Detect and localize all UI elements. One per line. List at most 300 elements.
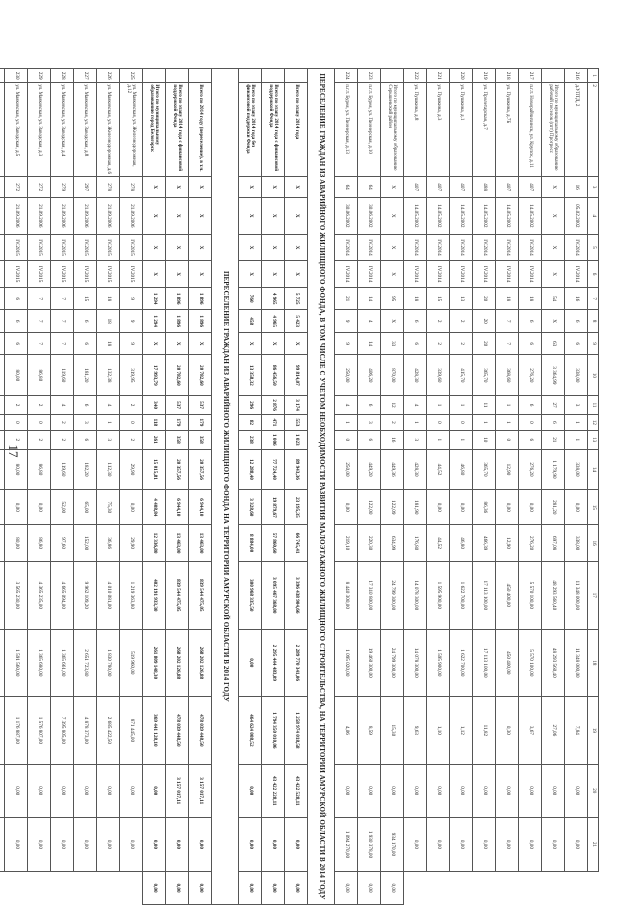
table-cell: 6 <box>519 396 542 414</box>
table-cell: 428,30 <box>404 355 427 396</box>
table-cell: 6 <box>565 310 588 333</box>
table-cell: 0,00 <box>28 490 51 525</box>
table-cell: 0,00 <box>5 490 28 525</box>
table-cell: IV.2015 <box>28 261 51 288</box>
table-cell: 2 289 770 341,06 <box>285 629 308 697</box>
table-cell: 65,00 <box>74 490 97 525</box>
table-cell: 0,00 <box>358 764 381 817</box>
table-cell: 7,84 <box>565 697 588 765</box>
table-cell: 6 <box>5 310 28 333</box>
table-cell: 179 <box>189 414 212 430</box>
table-cell: 21.09.2006 <box>74 197 97 234</box>
table-cell: 14.05.2002 <box>519 197 542 234</box>
table-cell: 2 295 444 483,09 <box>262 629 285 697</box>
table-cell: 86,80 <box>28 449 51 490</box>
table-cell: 1 <box>588 69 599 83</box>
table-cell: 0,00 <box>427 764 450 817</box>
table-cell: 1 595 900,00 <box>427 562 450 630</box>
table-cell: 17 113 100,00 <box>473 562 496 630</box>
table-cell: 0,00 <box>519 490 542 525</box>
table-cell: 0,00 <box>120 817 143 871</box>
row-name-cell: ул. Пушкина, д.3 <box>427 83 450 177</box>
table-cell: 24 799 300,00 <box>381 562 404 630</box>
table-cell: 1 <box>496 414 519 430</box>
table-cell: 0 <box>519 414 542 430</box>
table-cell: 0,00 <box>239 629 262 697</box>
table-cell: 2 876 <box>262 396 285 414</box>
table-cell: IV.2015 <box>28 234 51 261</box>
table-cell: 6 944,10 <box>189 490 212 525</box>
table-cell: 9 <box>335 310 358 333</box>
table-cell: 23 195,35 <box>285 490 308 525</box>
table-cell <box>542 69 565 83</box>
table-cell: 537 <box>189 396 212 414</box>
table-cell: 220,30 <box>358 525 381 562</box>
section-title: ПЕРЕСЕЛЕНИЕ ГРАЖДАН ИЗ АВАРИЙНОГО ЖИЛИЩНОГО ФОНДА, В ТОМ ЧИСЛЕ С УЧЕТОМ НЕОБХОДИМОСТИ РАЗВИТИЯ МАЛОЭТАЖНОГО ЖИЛИЩНОГО СТРОИТЕЛЬСТВА, НА ТЕРРИТОРИИ АМУРСКОЙ ОБЛАСТИ В 2014 ГОДУ <box>308 69 335 905</box>
table-cell: IV.2014 <box>519 261 542 288</box>
table-row <box>358 69 381 905</box>
table-cell: 2 <box>427 310 450 333</box>
row-name-cell: ул. Маяковская, ул. Заводская, д.8 <box>74 83 97 177</box>
table-cell: 54 <box>542 287 565 310</box>
table-cell: 0,00 <box>404 817 427 871</box>
table-cell: 19 879,67 <box>262 490 285 525</box>
table-cell <box>0 562 5 630</box>
table-cell: 0,00 <box>120 490 143 525</box>
table-cell: Х <box>143 197 166 234</box>
table-cell: 5 <box>588 234 599 261</box>
table-row <box>565 69 588 905</box>
table-cell: 2 <box>28 396 51 414</box>
table-cell: 5 725 <box>285 287 308 310</box>
row-name-cell: п.г.т. Новорайчихинск, ул. Крупск, д.11 <box>519 83 542 177</box>
table-cell: 365,70 <box>473 355 496 396</box>
table-cell: 4 <box>51 396 74 414</box>
table-cell: 1 <box>565 431 588 449</box>
table-cell: 278 <box>97 177 120 197</box>
row-name-cell: Всего по этапу 2014 года с финансовой поддержкой Фонда <box>262 83 285 177</box>
table-cell: 6 944,10 <box>166 490 189 525</box>
table-cell: 0 <box>120 414 143 430</box>
row-name-cell: ул. Пушкина, д.8 <box>404 83 427 177</box>
table-cell: 9 <box>120 287 143 310</box>
table-cell: 3 157 017,11 <box>189 764 212 817</box>
table-cell: 20 782,60 <box>166 355 189 396</box>
table-row <box>335 69 358 905</box>
table-cell: 0,00 <box>74 764 97 817</box>
table-cell: 97,60 <box>51 525 74 562</box>
table-cell: 16 <box>565 177 588 197</box>
table-cell: 0,00 <box>143 817 166 871</box>
table-cell: 10 <box>588 355 599 396</box>
table-cell: 1 595 900,00 <box>427 629 450 697</box>
table-cell: Х <box>189 234 212 261</box>
scanned-table-frame <box>13 68 599 905</box>
table-row <box>542 69 565 905</box>
table-row <box>496 69 519 905</box>
table-cell: 1 896 <box>166 310 189 333</box>
table-cell: 407 <box>404 177 427 197</box>
table-cell: 449,36 <box>381 449 404 490</box>
table-cell: 402 191 933,30 <box>143 562 166 630</box>
table-cell: 13 <box>588 431 599 449</box>
table-cell: 4 010 081,00 <box>97 562 120 630</box>
table-row <box>381 69 404 905</box>
table-cell: 1 006 <box>262 431 285 449</box>
table-cell: 0,00 <box>120 764 143 817</box>
table-cell: Х <box>381 234 404 261</box>
table-cell: 8,59 <box>358 697 381 765</box>
table-cell: 1 <box>496 396 519 414</box>
table-cell: 14 <box>358 287 381 310</box>
row-name-cell: Всего по этапу 2014 года без финансовой поддержки Фонда <box>239 83 262 177</box>
table-cell: 300 968 335,50 <box>239 562 262 630</box>
table-cell: 14 <box>588 449 599 490</box>
table-cell: 218 <box>496 69 519 83</box>
table-cell: 21.09.2006 <box>97 197 120 234</box>
table-cell: IV.2014 <box>404 261 427 288</box>
table-cell: 1,10 <box>427 697 450 765</box>
table-cell: 14.05.2002 <box>496 197 519 234</box>
table-cell: 4 <box>588 197 599 234</box>
table-cell: Х <box>239 261 262 288</box>
table-cell: 1 179,90 <box>542 449 565 490</box>
table-cell: 05.02.2002 <box>565 197 588 234</box>
table-cell: 0,00 <box>427 490 450 525</box>
table-cell: 122,09 <box>381 490 404 525</box>
table-cell <box>0 449 5 490</box>
table-cell <box>0 764 5 817</box>
table-cell: 6 <box>5 287 28 310</box>
table-cell: 4 665 094,00 <box>51 562 74 630</box>
table-cell: 369 441 128,10 <box>143 697 166 765</box>
table-cell: 2 651 723,80 <box>74 629 97 697</box>
table-cell: 18 <box>496 287 519 310</box>
table-cell: 760 <box>239 287 262 310</box>
table-cell: 1,12 <box>450 697 473 765</box>
table-cell: 86,80 <box>28 525 51 562</box>
table-cell: 1 <box>427 396 450 414</box>
table-cell: 18 <box>97 287 120 310</box>
table-cell: Х <box>542 234 565 261</box>
table-cell: Х <box>166 197 189 234</box>
table-cell: 1 294 <box>143 287 166 310</box>
table-cell: 0,00 <box>335 764 358 817</box>
table-cell: 0,00 <box>28 764 51 817</box>
section-title: ПЕРЕСЕЛЕНИЕ ГРАЖДАН ИЗ АВАРИЙНОГО ЖИЛИЩНОГО ФОНДА НА ТЕРРИТОРИИ АМУРСКОЙ ОБЛАСТИ В 2014 ГОДУ <box>212 69 239 905</box>
table-cell: 48 293 560,40 <box>542 629 565 697</box>
table-cell: 18 <box>97 332 120 355</box>
table-cell: Х <box>542 197 565 234</box>
table-cell: 0 <box>335 431 358 449</box>
table-cell: 450 400,00 <box>496 629 519 697</box>
table-cell: 226 <box>97 69 120 83</box>
table-cell: 1 <box>473 414 496 430</box>
table-cell <box>239 69 262 83</box>
table-cell <box>0 69 5 83</box>
table-cell: 1 591 560,00 <box>5 629 28 697</box>
row-name-cell: Всего по этапу 2014 года с финансовой поддержкой Фонда <box>166 83 189 177</box>
table-cell: 20 <box>473 332 496 355</box>
table-cell: IV.2014 <box>358 234 381 261</box>
table-cell: 0,00 <box>166 872 189 905</box>
table-cell: 14.05.2002 <box>473 197 496 234</box>
table-cell: 3 095 467 368,00 <box>262 562 285 630</box>
table-cell: 112,30 <box>97 449 120 490</box>
table-cell: 1 <box>565 414 588 430</box>
table-cell: IV.2014 <box>450 261 473 288</box>
table-cell: 12 <box>381 396 404 414</box>
table-cell: 64 <box>335 177 358 197</box>
table-cell: 250,00 <box>335 355 358 396</box>
table-cell: IV.2015 <box>120 261 143 288</box>
table-cell: 4 878 373,00 <box>74 697 97 765</box>
table-cell: 0,00 <box>427 817 450 871</box>
table-cell: IV.2014 <box>519 234 542 261</box>
table-cell: 80,00 <box>5 525 28 562</box>
table-cell: 0,00 <box>450 490 473 525</box>
table-row <box>473 69 496 905</box>
table-cell <box>0 396 5 414</box>
table-cell: 1 896 <box>189 310 212 333</box>
table-cell <box>0 355 5 396</box>
table-cell: 634,99 <box>381 525 404 562</box>
table-cell: 0,00 <box>496 764 519 817</box>
table-cell: 338,00 <box>565 525 588 562</box>
table-cell: 13 463,00 <box>166 525 189 562</box>
table-cell: 21 <box>335 287 358 310</box>
table-cell: 227 <box>74 69 97 83</box>
table-cell: 30.06.2002 <box>358 197 381 234</box>
table-cell: 33 <box>381 332 404 355</box>
page-number: 17 <box>6 444 21 458</box>
table-cell: 29,90 <box>120 449 143 490</box>
totals-row <box>143 69 166 905</box>
table-cell <box>285 69 308 83</box>
table-cell: 4 <box>335 396 358 414</box>
table-cell: 12 288,40 <box>239 449 262 490</box>
table-cell: 44,52 <box>427 525 450 562</box>
table-cell: IV.2014 <box>335 234 358 261</box>
table-cell: 224 <box>335 69 358 83</box>
table-cell: 179 <box>166 414 189 430</box>
table-cell: 7 <box>496 332 519 355</box>
row-name-cell: ул. Маяковская, ул. Заводская, д.5 <box>5 83 28 177</box>
table-cell: 80,00 <box>5 449 28 490</box>
table-cell: 3 364,99 <box>542 355 565 396</box>
table-cell: 0,00 <box>97 817 120 871</box>
table-cell: 276,20 <box>519 355 542 396</box>
table-cell: 0,00 <box>565 764 588 817</box>
table-cell: 0,00 <box>285 872 308 905</box>
table-cell: IV.2014 <box>473 234 496 261</box>
table-cell: Х <box>239 177 262 197</box>
table-cell: 13 <box>450 287 473 310</box>
table-row <box>404 69 427 905</box>
table-cell: 4 965 <box>262 310 285 333</box>
row-name-cell: ул. Маяковская, ул. Заводская, д.3 <box>28 83 51 177</box>
table-cell: 368,60 <box>496 355 519 396</box>
table-cell: 11,82 <box>473 697 496 765</box>
table-cell: 119,60 <box>51 355 74 396</box>
table-cell: 18 <box>97 310 120 333</box>
table-cell: 219,10 <box>335 525 358 562</box>
table-cell: Х <box>143 332 166 355</box>
table-cell: 17 113 100,00 <box>473 629 496 697</box>
table-cell: 6 <box>519 332 542 355</box>
table-cell <box>0 629 5 697</box>
table-cell: 27 <box>542 396 565 414</box>
table-row <box>28 69 51 905</box>
table-row <box>427 69 450 905</box>
table-cell: IV.2014 <box>358 261 381 288</box>
table-cell: 21.09.2006 <box>51 197 74 234</box>
table-cell: 17 310 800,00 <box>358 562 381 630</box>
table-cell: 0 <box>427 414 450 430</box>
table-cell: 80,00 <box>5 355 28 396</box>
table-cell: 238 <box>239 431 262 449</box>
table-cell: 2 <box>450 332 473 355</box>
table-cell: 338,00 <box>565 355 588 396</box>
table-cell: 16 <box>588 525 599 562</box>
table-cell: 222 <box>404 69 427 83</box>
table-cell: 220 <box>450 69 473 83</box>
table-cell: 24 799 300,00 <box>381 629 404 697</box>
table-cell: 57 860,60 <box>262 525 285 562</box>
table-cell: 279 <box>51 177 74 197</box>
table-cell: 415,70 <box>450 355 473 396</box>
table-cell: 6 <box>404 310 427 333</box>
table-cell: 2 <box>5 431 28 449</box>
table-cell: 86 456,50 <box>262 355 285 396</box>
table-cell: 3 <box>588 177 599 197</box>
table-cell: 6 <box>565 332 588 355</box>
table-cell <box>0 414 5 430</box>
table-cell: IV.2014 <box>565 234 588 261</box>
table-cell: 6 <box>519 310 542 333</box>
table-cell: Х <box>239 197 262 234</box>
table-cell: 181,20 <box>74 355 97 396</box>
table-cell: IV.2015 <box>120 234 143 261</box>
table-cell: 118 <box>143 414 166 430</box>
table-cell: 407 <box>496 177 519 197</box>
table-cell: 466,39 <box>473 525 496 562</box>
table-cell: 2 <box>120 431 143 449</box>
table-cell: Х <box>143 261 166 288</box>
table-cell: 7 <box>588 287 599 310</box>
table-cell: 0,00 <box>450 817 473 871</box>
row-name-cell: 2 <box>588 83 599 177</box>
table-cell: 0,00 <box>450 764 473 817</box>
table-cell <box>0 261 5 288</box>
table-cell: Х <box>262 261 285 288</box>
table-cell: 11 <box>473 396 496 414</box>
row-name-cell: Итого по муниципальному образованию город Белогорск <box>143 83 166 177</box>
table-cell: 9 962 109,20 <box>74 562 97 630</box>
table-cell: 4,06 <box>335 697 358 765</box>
table-cell: Х <box>166 261 189 288</box>
table-cell: 219 <box>473 69 496 83</box>
table-cell: 14 078 300,00 <box>404 629 427 697</box>
table-cell: 3 157 017,11 <box>166 764 189 817</box>
table-row <box>450 69 473 905</box>
table-cell: 1 294 <box>143 310 166 333</box>
table-cell: 6 <box>358 431 381 449</box>
table-row <box>120 69 143 905</box>
table-cell: 449,20 <box>358 449 381 490</box>
table-cell: 9 <box>588 332 599 355</box>
table-cell: IV.2015 <box>97 234 120 261</box>
table-cell: 16 <box>381 431 404 449</box>
table-cell: 99 814,07 <box>285 355 308 396</box>
table-cell: 20 782,60 <box>189 355 212 396</box>
table-cell: 0 <box>5 414 28 430</box>
table-cell: IV.2015 <box>5 234 28 261</box>
table-cell: 1 <box>450 396 473 414</box>
table-cell: 1 094 270,00 <box>335 817 358 871</box>
table-cell: 1 896 <box>166 287 189 310</box>
row-name-cell: ул. Маяковская, ул. Заводская, д.4 <box>51 83 74 177</box>
table-cell: 0,00 <box>262 817 285 871</box>
table-cell: 1 <box>97 414 120 430</box>
table-cell: IV.2014 <box>565 261 588 288</box>
table-cell: 358 <box>166 431 189 449</box>
table-cell: 1 <box>427 431 450 449</box>
table-cell: 3 <box>358 414 381 430</box>
table-cell: 537 <box>166 396 189 414</box>
table-cell <box>143 69 166 83</box>
table-cell: 464 624 008,52 <box>239 697 262 765</box>
table-cell: 152,00 <box>74 525 97 562</box>
table-cell: Х <box>381 177 404 197</box>
table-cell: 228 <box>51 69 74 83</box>
table-cell: 488 <box>473 177 496 197</box>
table-cell: 176,80 <box>404 525 427 562</box>
table-cell: Х <box>381 261 404 288</box>
table-cell: 4 408,84 <box>143 490 166 525</box>
table-cell: 0,00 <box>143 872 166 905</box>
table-cell: IV.2015 <box>74 261 97 288</box>
table-cell: 272 <box>5 177 28 197</box>
table-cell: 7 <box>51 310 74 333</box>
table-cell: 18 <box>404 287 427 310</box>
table-cell: 519 960,00 <box>120 629 143 697</box>
table-cell: 6 <box>5 332 28 355</box>
table-cell: 0,00 <box>335 490 358 525</box>
table-cell: Х <box>239 332 262 355</box>
table-cell: Х <box>143 234 166 261</box>
table-cell: 2 <box>120 396 143 414</box>
table-cell: 1 896 <box>189 287 212 310</box>
table-cell: 14 078 300,00 <box>404 562 427 630</box>
row-name-cell: ул. Пушкина, д.7Б <box>496 83 519 177</box>
table-cell <box>0 332 5 355</box>
table-cell: 20 <box>473 310 496 333</box>
table-cell: 13 463,00 <box>189 525 212 562</box>
table-cell: 2 <box>28 431 51 449</box>
table-cell <box>0 697 5 765</box>
row-name-cell: Итого по муниципальному образованию Серышевский район <box>381 83 404 177</box>
table-cell: 3 <box>404 431 427 449</box>
table-cell: 19 <box>588 697 599 765</box>
table-cell: 11 348 000,00 <box>565 629 588 697</box>
table-cell: 4 <box>404 396 427 414</box>
table-cell: 0,00 <box>5 764 28 817</box>
table-cell: 0,00 <box>496 490 519 525</box>
table-cell: 15,30 <box>381 697 404 765</box>
table-cell: 36,86 <box>97 525 120 562</box>
table-cell: 21.09.2006 <box>120 197 143 234</box>
